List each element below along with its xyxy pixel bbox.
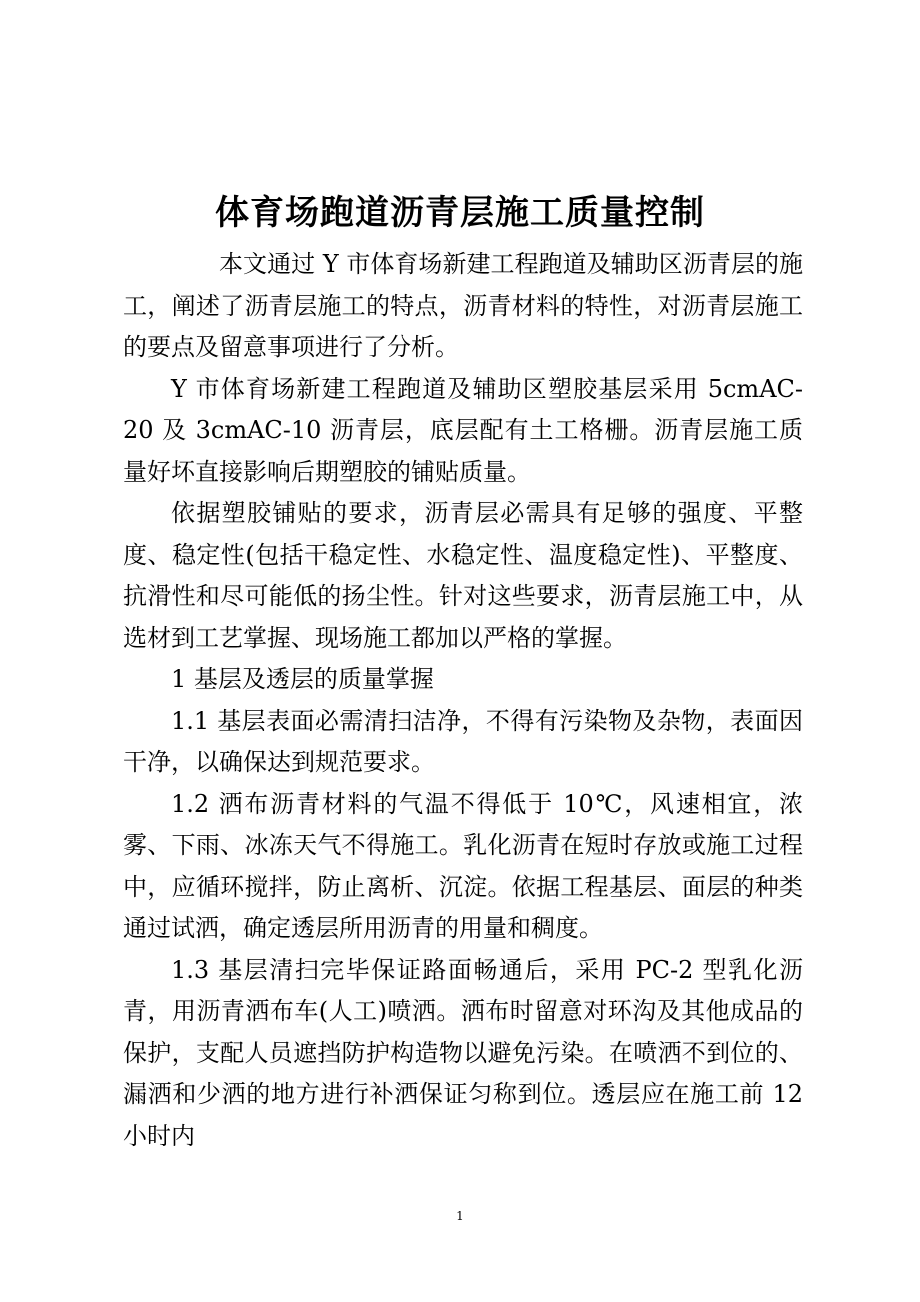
paragraph-project-intro: Y 市体育场新建工程跑道及辅助区塑胶基层采用 5cmAC-20 及 3cmAC-10 沥青层，底层配有土工格栅。沥青层施工质量好坏直接影响后期塑胶的铺贴质量。: [123, 374, 803, 486]
paragraph-requirements: 依据塑胶铺贴的要求，沥青层必需具有足够的强度、平整度、稳定性(包括干稳定性、水稳定性、温度稳定性)、平整度、抗滑性和尽可能低的扬尘性。针对这些要求，沥青层施工中，从选材到工艺掌握、现场施工都加以严格的掌握。: [123, 499, 803, 652]
paragraph-abstract: 本文通过 Y 市体育场新建工程跑道及辅助区沥青层的施工，阐述了沥青层施工的特点，沥青材料的特性，对沥青层施工的要点及留意事项进行了分析。: [123, 250, 803, 361]
page-number: 1: [456, 1209, 464, 1223]
section-heading-1: 1 基层及透层的质量掌握: [171, 665, 434, 693]
document-title: 体育场跑道沥青层施工质量控制: [215, 192, 705, 233]
paragraph-1-3: 1.3 基层清扫完毕保证路面畅通后，采用 PC-2 型乳化沥青，用沥青洒布车(人工)喷洒。洒布时留意对环沟及其他成品的保护，支配人员遮挡防护构造物以避免污染。在喷洒不到位的、漏洒和少洒的地方进行补洒保证匀称到位。透层应在施工前 12 小时内: [123, 955, 803, 1150]
paragraph-1-2: 1.2 洒布沥青材料的气温不得低于 10℃，风速相宜，浓雾、下雨、冰冻天气不得施工。乳化沥青在短时存放或施工过程中，应循环搅拌，防止离析、沉淀。依据工程基层、面层的种类通过试洒，确定透层所用沥青的用量和稠度。: [123, 789, 803, 942]
document-body: [123, 244, 803, 1157]
paragraph-1-1: 1.1 基层表面必需清扫洁净，不得有污染物及杂物，表面因干净，以确保达到规范要求。: [123, 706, 803, 776]
